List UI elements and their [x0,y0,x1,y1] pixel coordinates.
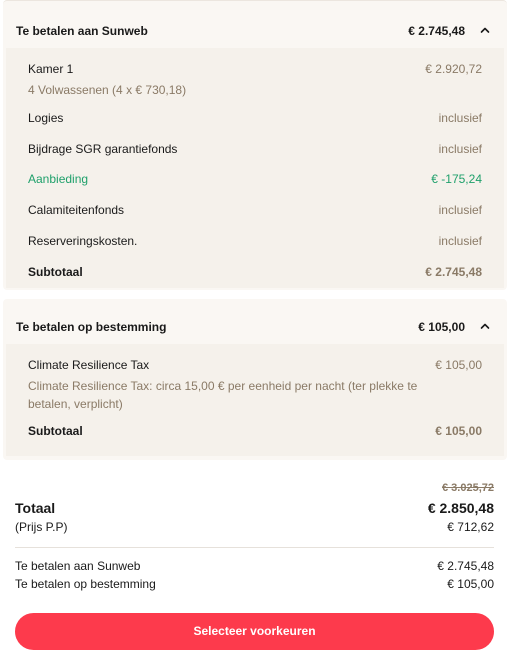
price-per-person-value: € 712,62 [447,520,494,534]
item-detail: Climate Resilience Tax: circa 15,00 € per eenheid per nacht (ter plekke te betalen, verplicht) [28,379,418,411]
item-label: Calamiteitenfonds [28,203,125,217]
item-label: Bijdrage SGR garantiefonds [28,142,178,156]
item-value: inclusief [438,203,482,217]
summary-label: Te betalen op bestemming [15,577,156,591]
summary-value: € 105,00 [447,577,494,591]
item-value: inclusief [438,142,482,156]
section-amount: € 105,00 [418,320,465,334]
original-price: € 3.025,72 [442,482,494,494]
item-value: inclusief [438,111,482,125]
destination-payment-panel [3,299,507,460]
item-label: Climate Resilience Tax [28,358,150,372]
subtotal-label: Subtotaal [28,265,83,279]
item-value: € 2.920,72 [425,62,482,76]
item-value: inclusief [438,234,482,248]
item-detail: 4 Volwassenen (4 x € 730,18) [28,83,187,97]
section-title: Te betalen op bestemming [16,320,167,334]
item-label: Kamer 1 [28,62,74,76]
subtotal-value: € 2.745,48 [425,265,482,279]
item-label: Reserveringskosten. [28,234,138,248]
total-value: € 2.850,48 [427,500,494,516]
subtotal-value: € 105,00 [435,424,482,438]
item-label: Aanbieding [28,172,89,186]
price-per-person-label: (Prijs P.P) [15,520,68,534]
item-label: Logies [28,111,64,125]
total-label: Totaal [15,500,56,516]
destination-section-header[interactable] [3,317,507,337]
sunweb-payment-panel [3,0,507,290]
item-value: € -175,24 [431,172,482,186]
section-amount: € 2.745,48 [408,24,465,38]
chevron-up-icon[interactable] [477,318,493,334]
summary-label: Te betalen aan Sunweb [15,559,141,573]
item-value: € 105,00 [435,358,482,372]
destination-items-list [6,344,504,456]
sunweb-items-list [6,48,504,288]
sunweb-section-header[interactable] [3,21,507,41]
divider [15,547,494,548]
select-preferences-button[interactable]: Selecteer voorkeuren [15,613,494,650]
chevron-up-icon[interactable] [477,22,493,38]
subtotal-label: Subtotaal [28,424,83,438]
section-title: Te betalen aan Sunweb [16,24,148,38]
summary-value: € 2.745,48 [437,559,494,573]
